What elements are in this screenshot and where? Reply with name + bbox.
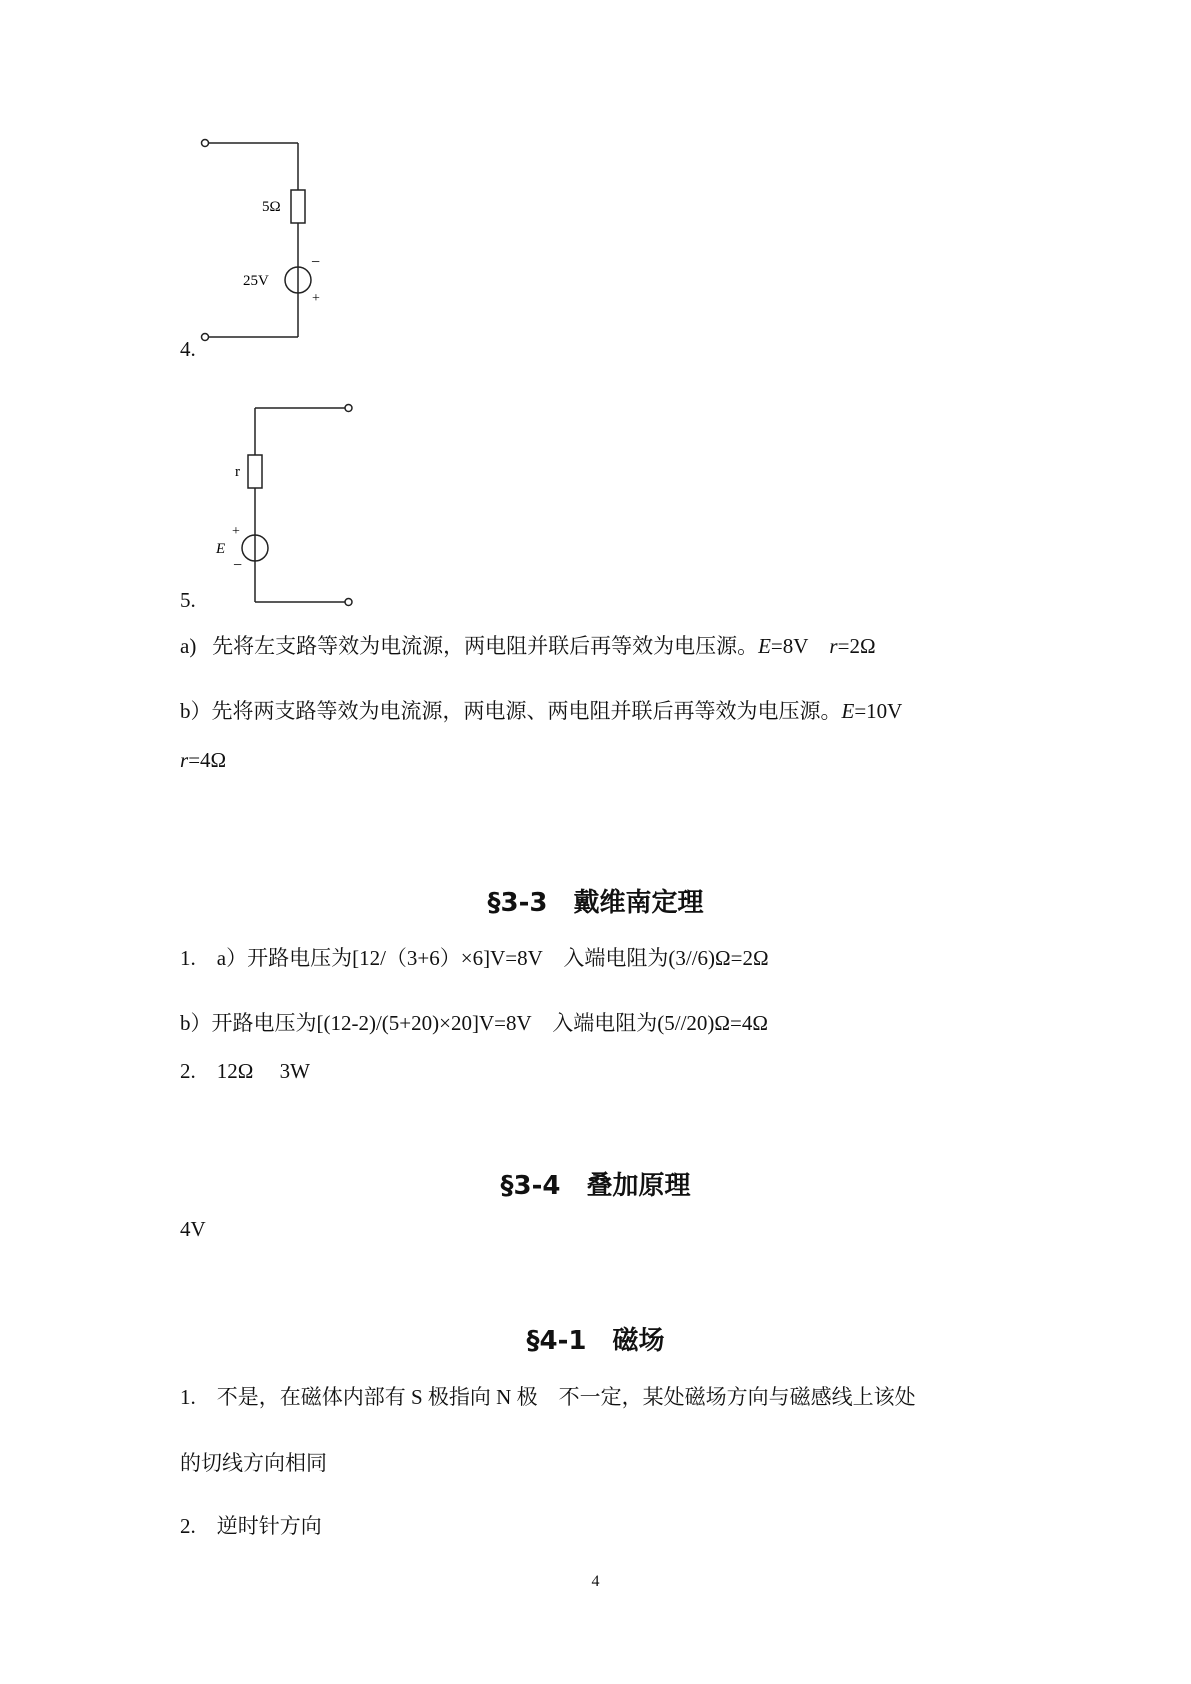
page-number: 4 [591,1573,600,1590]
source-label: 25V [243,273,269,289]
section-heading-4-1: §4-1 磁场 [526,1326,665,1356]
answer-a [180,632,876,660]
resistor-label: 5Ω [262,199,281,215]
answer-b-E-value: =10V [854,699,903,723]
answer-a-r-symbol: r [829,634,838,658]
answer-b-r-value: =4Ω [188,748,227,772]
section-3-4-answer: 4V [180,1217,206,1241]
section-4-1-line-1: 1. 不是，在磁体内部有 S 极指向 N 极 不一定，某处磁场方向与磁感线上该处 [180,1385,916,1409]
polarity-bottom: + [312,291,320,306]
answer-a-E-value: =8V [770,634,809,658]
circuit-diagram-4 [190,130,350,360]
section-4-1-line-3: 2. 逆时针方向 [180,1514,322,1538]
section-4-1-line-2: 的切线方向相同 [180,1451,327,1475]
answer-b-r-symbol: r [180,748,189,772]
resistor-label: r [235,464,240,480]
answer-b-text: b）先将两支路等效为电流源，两电源、两电阻并联后再等效为电压源。 [180,699,842,723]
polarity-top: − [311,254,321,271]
section-3-3-line-1: 1. a）开路电压为[12/（3+6）×6]V=8V 入端电阻为(3//6)Ω=2Ω [180,946,769,970]
answer-a-text: 先将左支路等效为电流源，两电阻并联后再等效为电压源。 [212,634,759,658]
answer-a-E-symbol: E [758,634,771,658]
section-heading-3-3: §3-3 戴维南定理 [487,888,704,918]
section-heading-3-4: §3-4 叠加原理 [500,1171,691,1201]
section-3-3-line-2: b）开路电压为[(12-2)/(5+20)×20]V=8V 入端电阻为(5//20)Ω=4Ω [180,1011,768,1035]
source-label: E [216,541,226,557]
circuit-diagram-5 [200,395,370,615]
polarity-bottom: − [233,557,243,574]
answer-a-prefix: a) [180,634,197,658]
section-3-3-line-3: 2. 12Ω 3W [180,1059,310,1083]
answer-b-cont [180,746,226,774]
answer-a-r-value: =2Ω [837,634,876,658]
figure-number-4: 4. [180,337,196,361]
polarity-top: + [232,524,240,539]
answer-b-E-symbol: E [841,699,855,723]
answer-b [180,697,902,725]
figure-number-5: 5. [180,588,196,612]
